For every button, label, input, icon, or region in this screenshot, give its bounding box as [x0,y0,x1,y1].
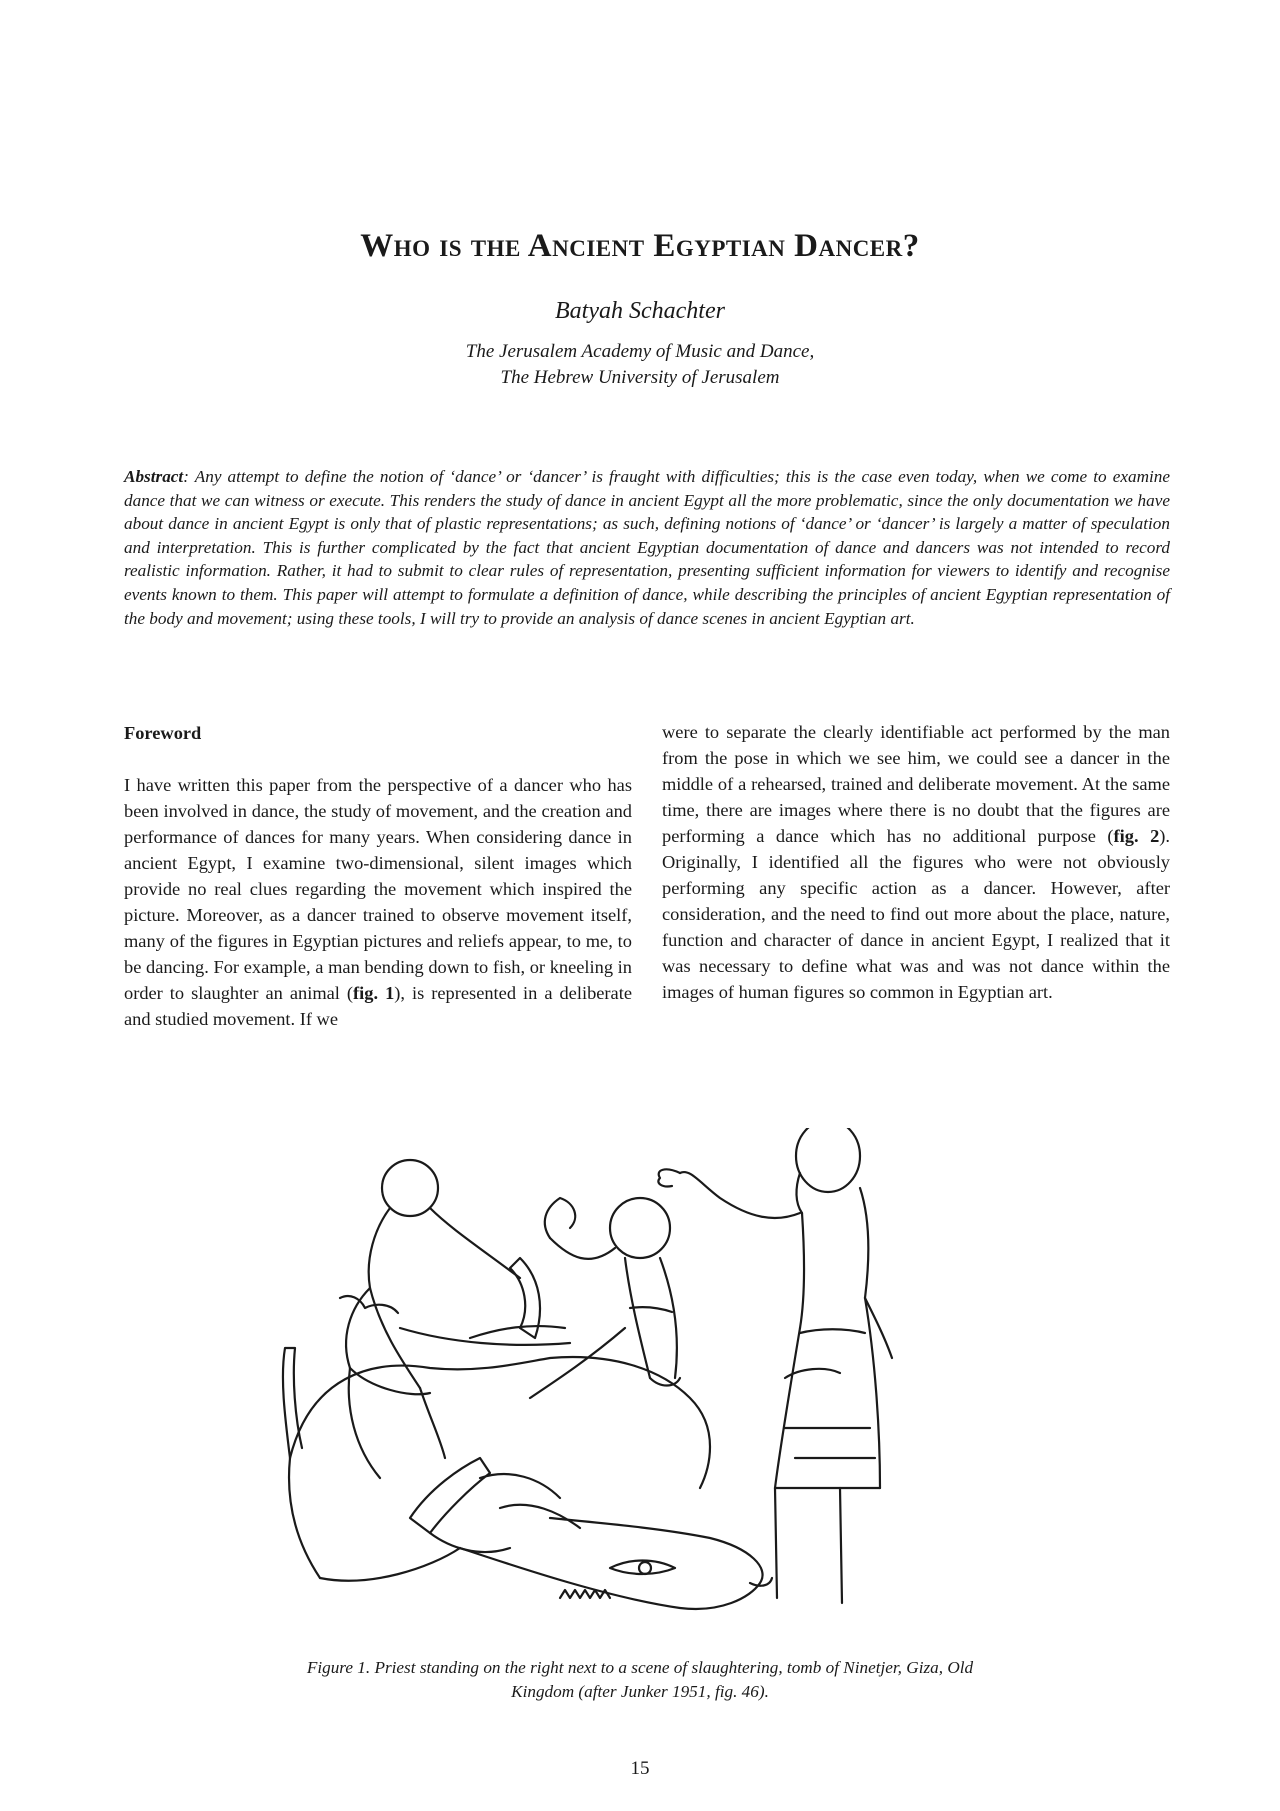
slaughter-scene-drawing [280,1128,1020,1628]
figure-1-caption [250,1656,1030,1704]
foreword-paragraph-left [124,772,632,1032]
page-number: 15 [630,1758,650,1779]
author-name: Batyah Schachter [555,298,725,324]
foreword-paragraph-right [662,719,1170,1005]
foreword-right-text-b: ). Originally, I identified all the figures who were not obviously performing any specific action as a dancer. However, after consideration, and the need to find out more about the place, nature, function and character of dance in ancient Egypt, I realized that it was necessary to define what was and was not dance within the images of human figures so common in Egyptian art. [662,826,1171,1002]
paper-title: Who is the Ancient Egyptian Dancer? [360,228,920,264]
foreword-heading: Foreword [124,723,202,743]
abstract [124,465,1170,630]
right-column [662,719,1170,1005]
figure-1-illustration [280,1128,1020,1628]
abstract-label: Abstract [124,467,184,486]
foreword-left-text-b: ), is represented in a deliberate and studied movement. If we [124,983,632,1029]
left-column [124,720,632,1032]
caption-line-1: Figure 1. Priest standing on the right next to a scene of slaughtering, tomb of Ninetjer, Giza, Old [306,1658,974,1677]
foreword-right-text-a: were to separate the clearly identifiable act performed by the man from the pose in which we see him, we could see a dancer in the middle of a rehearsed, trained and deliberate movement. At the same time, there are images where there is no doubt that the figures are performing a dance which has no additional purpose ( [662,722,1170,846]
foreword-left-text-a: I have written this paper from the perspective of a dancer who has been involved in dance, the study of movement, and the creation and performance of dances for many years. When considering dance in ancient Egypt, I examine two-dimensional, silent images which provide no real clues regarding the movement which inspired the picture. Moreover, as a dancer trained to observe movement itself, many of the figures in Egyptian pictures and reliefs appear, to me, to be dancing. For example, a man bending down to fish, or kneeling in order to slaughter an animal ( [124,775,632,1003]
affiliation-line-2: The Hebrew University of Jerusalem [500,367,780,388]
affiliation-line-1: The Jerusalem Academy of Music and Dance, [465,341,815,362]
caption-line-2: Kingdom (after Junker 1951, fig. 46). [511,1682,769,1701]
abstract-text: : Any attempt to define the notion of ‘dance’ or ‘dancer’ is fraught with difficulties; this is the case even today, when we come to examine dance that we can witness or execute. This renders the study of dance in ancient Egypt all the more problematic, since the only documentation we have about dance in ancient Egypt is only that of plastic representations; as such, defining notions of ‘dance’ or ‘dancer’ is largely a matter of speculation and interpretation. This is further complicated by the fact that ancient Egyptian documentation of dance and dancers was not intended to record realistic information. Rather, it had to submit to clear rules of representation, presenting sufficient information for viewers to identify and recognise events known to them. This paper will attempt to formulate a definition of dance, while describing the principles of ancient Egyptian representation of the body and movement; using these tools, I will try to provide an analysis of dance scenes in ancient Egyptian art. [124,467,1170,628]
figure-1-reference: fig. 1 [353,983,395,1003]
figure-2-reference: fig. 2 [1113,826,1160,846]
